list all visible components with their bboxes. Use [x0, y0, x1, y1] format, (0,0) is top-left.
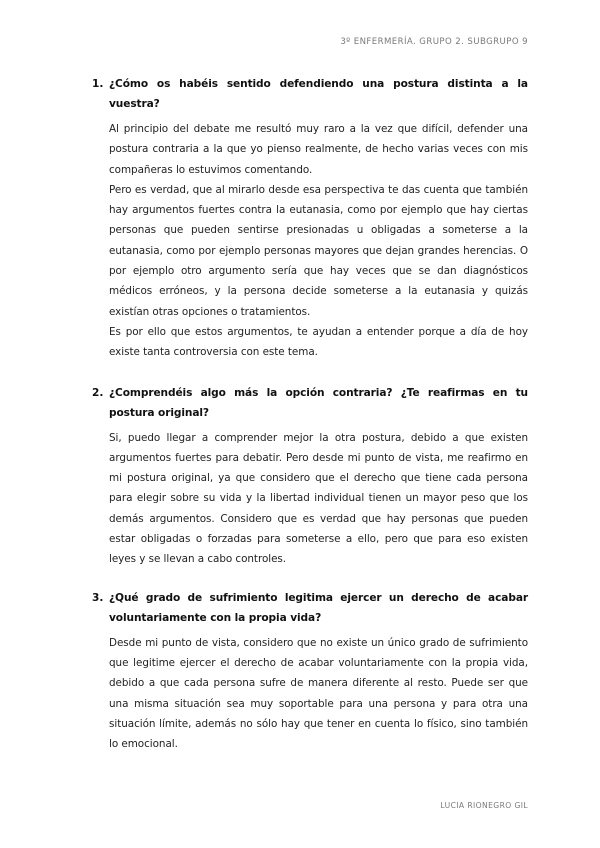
question-number: 2.	[92, 386, 104, 399]
question-title: ¿Qué grado de sufrimiento legitima ejercer un derecho de acabar voluntariamente con la propia vida?	[109, 591, 528, 624]
answer-paragraph: Si, puedo llegar a comprender mejor la otra postura, debido a que existen argumentos fuertes para debatir. Pero desde mi punto de vista, me reafirmo en mi postura original, ya que considero que el derecho que tiene cada persona para elegir sobre su vida y la libertad individual tienen un mayor peso que los demás argumentos. Considero que es verdad que hay personas que pueden estar obligadas o forzadas para someterse a ello, pero que para eso existen leyes y se llevan a cabo controles.	[109, 431, 528, 566]
answer-paragraph: Desde mi punto de vista, considero que no existe un único grado de sufrimiento que legitime ejercer el derecho de acabar voluntariamente con la propia vida, debido a que cada persona sufre de manera diferente al resto. Puede ser que una misma situación sea muy soportable para una persona y para otra una situación límite, además no sólo hay que tener en cuenta lo físico, sino también lo emocional.	[109, 636, 528, 751]
question-title: ¿Comprendéis algo más la opción contraria? ¿Te reafirmas en tu postura original?	[109, 386, 528, 419]
answer-body	[109, 119, 528, 363]
answer-paragraph: Al principio del debate me resultó muy raro a la vez que difícil, defender una postura contraria a la que yo pienso realmente, de hecho varias veces con mis compañeras lo estuvimos comentando.	[109, 123, 528, 176]
question-1	[92, 74, 528, 363]
question-title: ¿Cómo os habéis sentido defendiendo una postura distinta a la vuestra?	[109, 78, 528, 110]
answer-body	[109, 428, 528, 570]
page-header: 3º ENFERMERÍA. GRUPO 2. SUBGRUPO 9	[340, 37, 528, 47]
question-number: 3.	[92, 591, 104, 604]
answer-body	[109, 633, 528, 755]
answer-paragraph: Pero es verdad, que al mirarlo desde esa perspectiva te das cuenta que también hay argumentos fuertes contra la eutanasia, como por ejemplo que hay ciertas personas que pueden sentirse presionadas u obligadas a someterse a la eutanasia, como por ejemplo personas mayores que dejan grandes herencias. O por ejemplo otro argumento sería que hay veces que se dan diagnósticos médicos erróneos, y la persona decide someterse a la eutanasia y quizás existían otras opciones o tratamientos.	[109, 183, 528, 318]
document-body	[92, 74, 528, 754]
question-number: 1.	[92, 78, 104, 90]
answer-paragraph: Es por ello que estos argumentos, te ayudan a entender porque a día de hoy existe tanta controversia con este tema.	[109, 325, 528, 359]
question-3	[92, 588, 528, 755]
question-2	[92, 383, 528, 570]
page-footer: LUCIA RIONEGRO GIL	[440, 801, 528, 810]
